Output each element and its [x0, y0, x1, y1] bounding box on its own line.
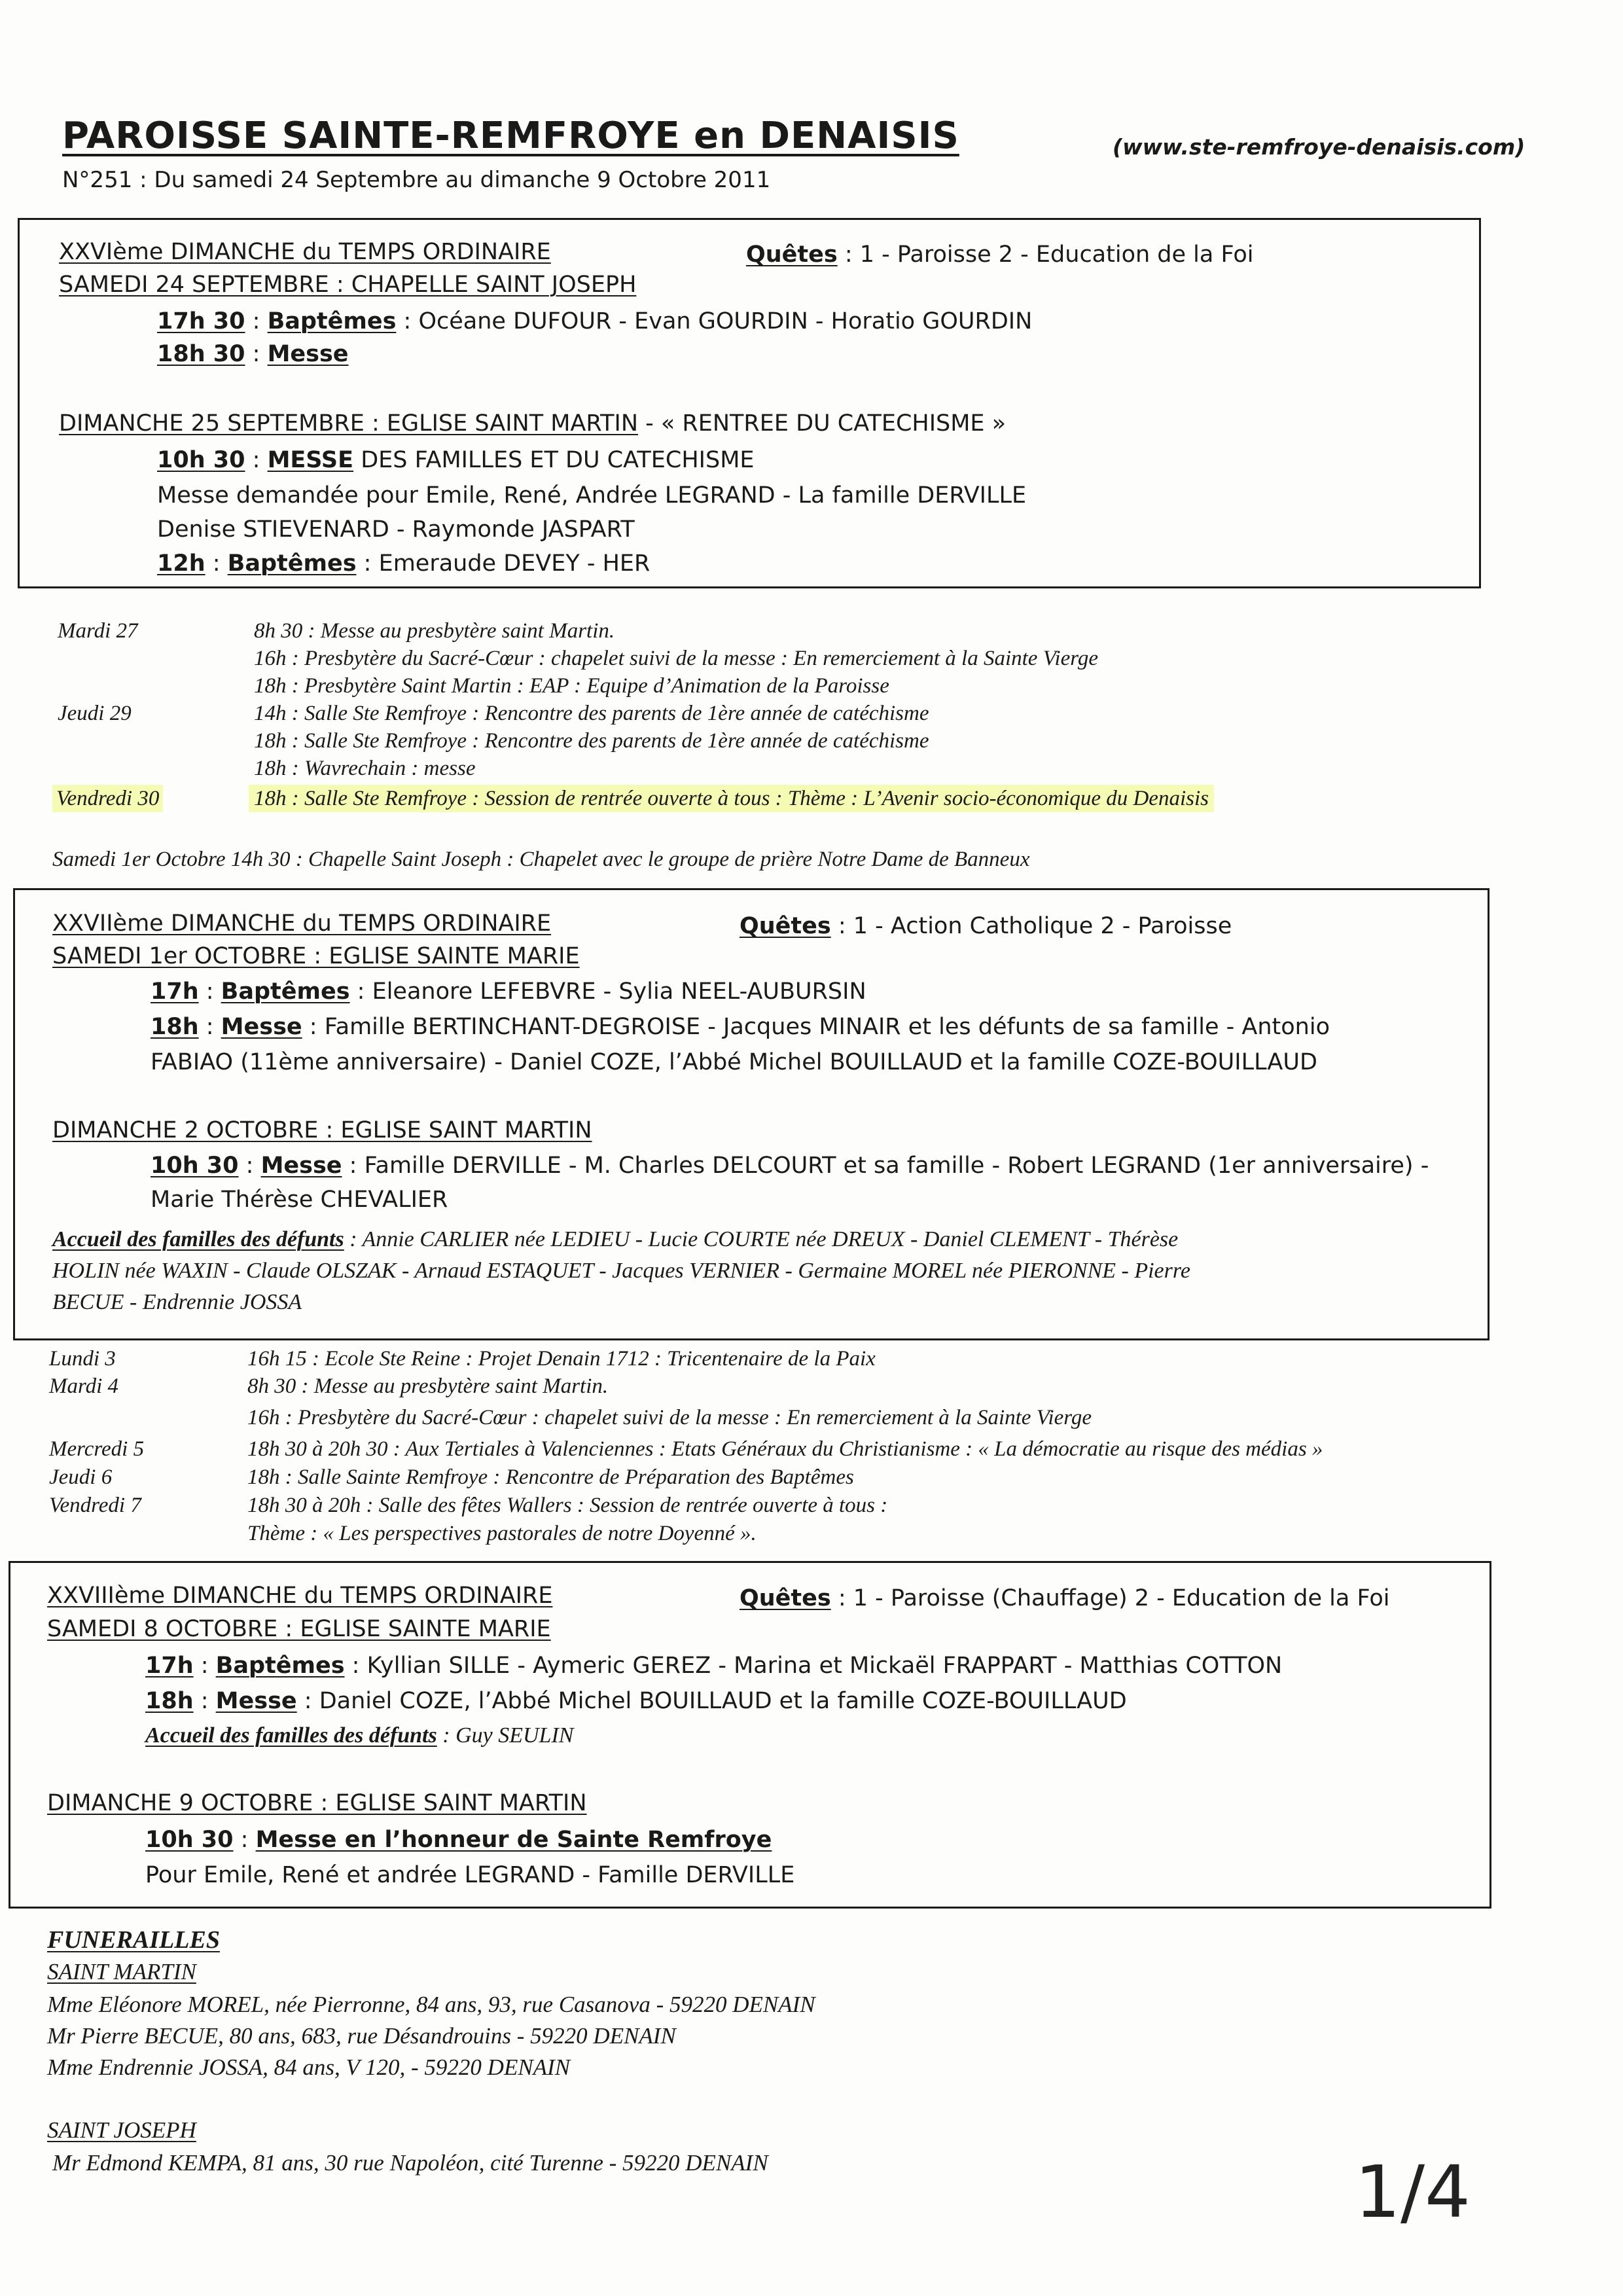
week2-day-0: Lundi 3	[49, 1347, 116, 1371]
week1-text-1: 16h : Presbytère du Sacré-Cœur : chapelet suivi de la messe : En remerciement à la Sainte Vierge	[254, 647, 1098, 670]
box3-sunday: DIMANCHE 9 OCTOBRE : EGLISE SAINT MARTIN	[47, 1790, 587, 1816]
box2-line4: 10h 30 : Messe : Famille DERVILLE - M. Charles DELCOURT et sa famille - Robert LEGRAND (1er anniversaire) -	[151, 1153, 1429, 1179]
box1-quetes	[746, 237, 1254, 272]
box3-line3: 10h 30 : Messe en l’honneur de Sainte Remfroye	[145, 1827, 772, 1853]
week1-text-0: 8h 30 : Messe au presbytère saint Martin.	[254, 619, 615, 643]
week2-text-4: 18h : Salle Sainte Remfroye : Rencontre de Préparation des Baptêmes	[247, 1465, 854, 1489]
box1-line2: 18h 30 : Messe	[157, 341, 349, 367]
box1-quetes-text: : 1 - Paroisse 2 - Education de la Foi	[837, 242, 1254, 268]
box1-line4: Messe demandée pour Emile, René, Andrée LEGRAND - La famille DERVILLE	[157, 482, 1027, 509]
box2-accueil-3: BECUE - Endrennie JOSSA	[52, 1290, 302, 1314]
week2-text-6: Thème : « Les perspectives pastorales de notre Doyenné ».	[247, 1522, 757, 1545]
page-title: PAROISSE SAINTE-REMFROYE en DENAISIS	[62, 115, 959, 157]
box3-line4: Pour Emile, René et andrée LEGRAND - Famille DERVILLE	[145, 1862, 795, 1888]
box1-line1: 17h 30 : Baptêmes : Océane DUFOUR - Evan GOURDIN - Horatio GOURDIN	[157, 308, 1033, 334]
box2-sunday: DIMANCHE 2 OCTOBRE : EGLISE SAINT MARTIN	[52, 1117, 592, 1143]
issue-line: N°251 : Du samedi 24 Septembre au dimanche 9 Octobre 2011	[62, 167, 771, 193]
box3-accueil: Accueil des familles des défunts : Guy SEULIN	[145, 1723, 574, 1748]
week1-day-0: Mardi 27	[58, 619, 138, 643]
week2-text-2: 16h : Presbytère du Sacré-Cœur : chapelet suivi de la messe : En remerciement à la Sainte Vierge	[247, 1406, 1092, 1429]
week1-text-6: 18h : Salle Ste Remfroye : Session de rentrée ouverte à tous : Thème : L’Avenir socio-économique du Denaisis	[249, 785, 1214, 812]
week1-day-3: Jeudi 29	[58, 702, 132, 725]
box1-line6: 12h : Baptêmes : Emeraude DEVEY - HER	[157, 550, 651, 577]
box2-line1: 17h : Baptêmes : Eleanore LEFEBVRE - Sylia NEEL-AUBURSIN	[151, 978, 866, 1005]
week2-day-4: Jeudi 6	[49, 1465, 113, 1489]
week2-text-1: 8h 30 : Messe au presbytère saint Martin.	[247, 1374, 609, 1398]
box2-line2: 18h : Messe : Famille BERTINCHANT-DEGROISE - Jacques MINAIR et les défunts de sa famille - Antonio	[151, 1014, 1330, 1040]
box2-accueil-2: HOLIN née WAXIN - Claude OLSZAK - Arnaud ESTAQUET - Jacques VERNIER - Germaine MOREL née PIERONNE - Pierre	[52, 1259, 1190, 1283]
week2-text-0: 16h 15 : Ecole Ste Reine : Projet Denain 1712 : Tricentenaire de la Paix	[247, 1347, 876, 1371]
box3-line1: 17h : Baptêmes : Kyllian SILLE - Aymeric GEREZ - Marina et Mickaël FRAPPART - Matthias COTTON	[145, 1653, 1283, 1679]
funeral-row: Mme Endrennie JOSSA, 84 ans, V 120, - 59220 DENAIN	[47, 2054, 571, 2080]
week1-text-4: 18h : Salle Ste Remfroye : Rencontre des parents de 1ère année de catéchisme	[254, 729, 929, 753]
box3-saturday: SAMEDI 8 OCTOBRE : EGLISE SAINTE MARIE	[47, 1616, 551, 1642]
saturday-note: Samedi 1er Octobre 14h 30 : Chapelle Saint Joseph : Chapelet avec le groupe de prière Notre Dame de Banneux	[52, 848, 1030, 871]
week2-text-5: 18h 30 à 20h : Salle des fêtes Wallers : Session de rentrée ouverte à tous :	[247, 1494, 888, 1517]
funeral-row: Mr Pierre BECUE, 80 ans, 683, rue Désandrouins - 59220 DENAIN	[47, 2023, 676, 2049]
box1-line3: 10h 30 : MESSE DES FAMILLES ET DU CATECHISME	[157, 447, 755, 473]
website-url: (www.ste-remfroye-denaisis.com)	[1113, 134, 1525, 160]
box2-quetes: Quêtes : 1 - Action Catholique 2 - Paroisse	[740, 913, 1232, 939]
funerals-place-2: SAINT JOSEPH	[47, 2117, 196, 2143]
box2-line5: Marie Thérèse CHEVALIER	[151, 1187, 448, 1213]
box2-title: XXVIIème DIMANCHE du TEMPS ORDINAIRE	[52, 910, 552, 937]
funeral-row: Mme Eléonore MOREL, née Pierronne, 84 ans, 93, rue Casanova - 59220 DENAIN	[47, 1992, 815, 2017]
box1-line5: Denise STIEVENARD - Raymonde JASPART	[157, 516, 635, 543]
funerals-place-1: SAINT MARTIN	[47, 1959, 196, 1984]
box2-saturday: SAMEDI 1er OCTOBRE : EGLISE SAINTE MARIE	[52, 943, 580, 969]
week2-text-3: 18h 30 à 20h 30 : Aux Tertiales à Valenciennes : Etats Généraux du Christianisme : « La démocratie au risque des médias »	[247, 1437, 1323, 1461]
funeral-row: Mr Edmond KEMPA, 81 ans, 30 rue Napoléon, cité Turenne - 59220 DENAIN	[52, 2150, 768, 2176]
week1-text-3: 14h : Salle Ste Remfroye : Rencontre des parents de 1ère année de catéchisme	[254, 702, 929, 725]
page-number: 1/4	[1355, 2150, 1471, 2234]
box1-sunday: DIMANCHE 25 SEPTEMBRE : EGLISE SAINT MARTIN - « RENTREE DU CATECHISME »	[59, 410, 1007, 437]
week2-day-1: Mardi 4	[49, 1374, 119, 1398]
funerals-title: FUNERAILLES	[47, 1926, 220, 1954]
box1-quetes-label: Quêtes	[746, 242, 838, 268]
week1-text-5: 18h : Wavrechain : messe	[254, 757, 476, 780]
week2-day-5: Vendredi 7	[49, 1494, 141, 1517]
box3-title: XXVIIIème DIMANCHE du TEMPS ORDINAIRE	[47, 1583, 553, 1609]
week1-text-2: 18h : Presbytère Saint Martin : EAP : Equipe d’Animation de la Paroisse	[254, 674, 889, 698]
box2-accueil: Accueil des familles des défunts : Annie CARLIER née LEDIEU - Lucie COURTE née DREUX - Daniel CLEMENT - Thérèse	[52, 1227, 1179, 1251]
box1-saturday: SAMEDI 24 SEPTEMBRE : CHAPELLE SAINT JOSEPH	[59, 272, 637, 298]
week1-day-6: Vendredi 30	[52, 785, 163, 812]
week2-day-3: Mercredi 5	[49, 1437, 145, 1461]
box1-title: XXVIème DIMANCHE du TEMPS ORDINAIRE	[59, 239, 551, 265]
box3-quetes: Quêtes : 1 - Paroisse (Chauffage) 2 - Education de la Foi	[740, 1585, 1390, 1611]
box3-line2: 18h : Messe : Daniel COZE, l’Abbé Michel BOUILLAUD et la famille COZE-BOUILLAUD	[145, 1688, 1127, 1714]
box2-line3: FABIAO (11ème anniversaire) - Daniel COZE, l’Abbé Michel BOUILLAUD et la famille COZE-BOUILLAUD	[151, 1049, 1317, 1075]
